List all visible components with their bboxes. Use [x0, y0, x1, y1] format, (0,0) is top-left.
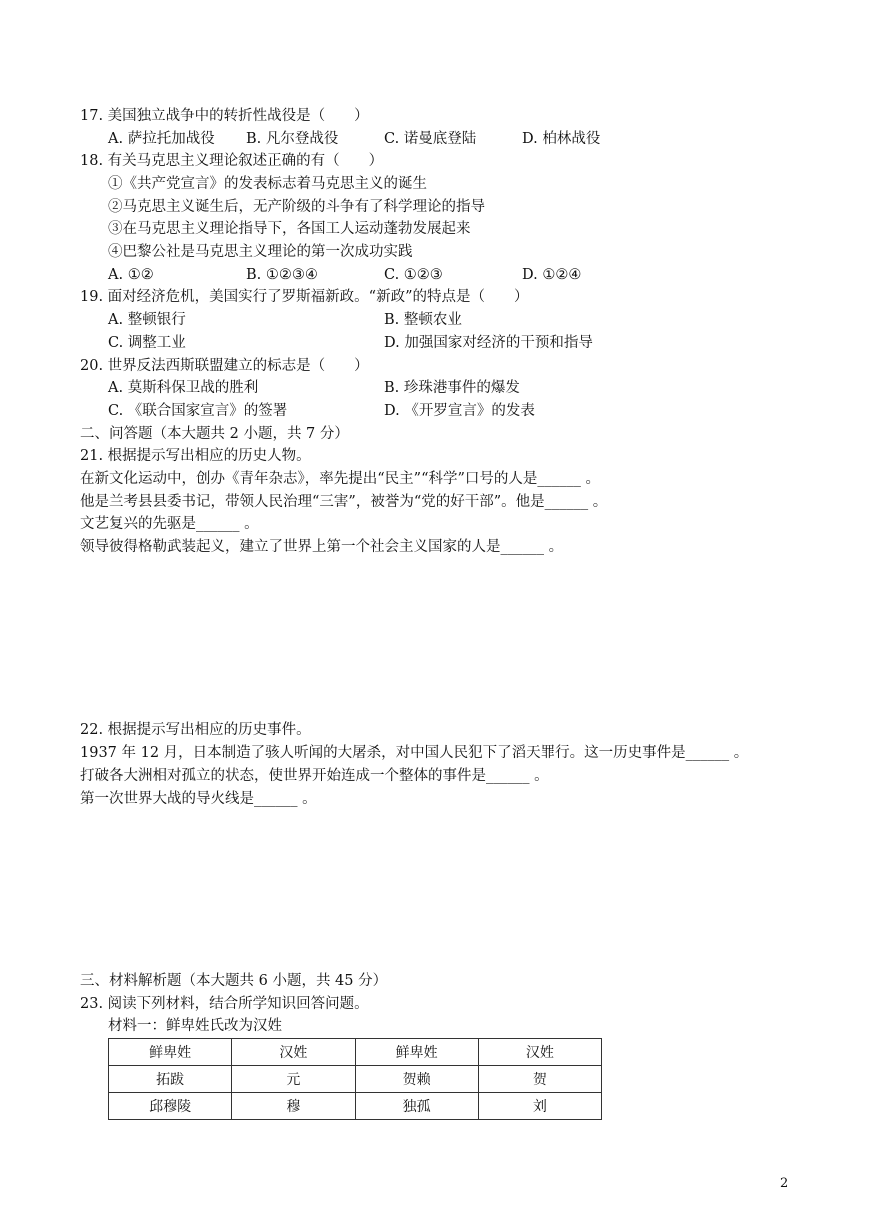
table-cell: 元 [232, 1066, 355, 1093]
q17-stem: 17. 美国独立战争中的转折性战役是（ ） [80, 108, 369, 124]
q18-option-b: B. ①②③④ [246, 267, 318, 283]
q21-line-3: 文艺复兴的先驱是______ 。 [80, 516, 259, 532]
q19-option-a: A. 整顿银行 [108, 312, 186, 328]
table-row [109, 1066, 602, 1093]
table-header-row [109, 1039, 602, 1066]
q18-statement-4: ④巴黎公社是马克思主义理论的第一次成功实践 [108, 244, 413, 260]
q18-option-c: C. ①②③ [384, 267, 443, 283]
q17-option-d: D. 柏林战役 [522, 131, 601, 147]
q22-line-3: 第一次世界大战的导火线是______ 。 [80, 791, 317, 807]
q23-material-title: 材料一：鲜卑姓氏改为汉姓 [108, 1018, 282, 1034]
section-3-heading: 三、材料解析题（本大题共 6 小题，共 45 分） [80, 973, 388, 989]
table-row [109, 1093, 602, 1120]
q22-line-1: 1937 年 12 月，日本制造了骇人听闻的大屠杀，对中国人民犯下了滔天罪行。这一历史事件是______ 。 [80, 745, 749, 761]
q19-option-b: B. 整顿农业 [384, 312, 462, 328]
q21-line-1: 在新文化运动中，创办《青年杂志》，率先提出“民主”“科学”口号的人是______ 。 [80, 471, 601, 487]
q18-statement-3: ③在马克思主义理论指导下，各国工人运动蓬勃发展起来 [108, 221, 471, 237]
q20-option-d: D. 《开罗宣言》的发表 [384, 403, 535, 419]
table-cell: 邱穆陵 [109, 1093, 232, 1120]
q18-statement-2: ②马克思主义诞生后，无产阶级的斗争有了科学理论的指导 [108, 199, 485, 215]
q19-option-d: D. 加强国家对经济的干预和指导 [384, 335, 593, 351]
q21-stem: 21. 根据提示写出相应的历史人物。 [80, 448, 311, 464]
q22-stem: 22. 根据提示写出相应的历史事件。 [80, 722, 311, 738]
page-number: 2 [780, 1176, 789, 1191]
q18-stem: 18. 有关马克思主义理论叙述正确的有（ ） [80, 153, 384, 169]
q21-line-4: 领导彼得格勒武装起义，建立了世界上第一个社会主义国家的人是______ 。 [80, 539, 564, 555]
q17-option-b: B. 凡尔登战役 [246, 131, 339, 147]
table-cell: 贺赖 [355, 1066, 478, 1093]
table-header-cell: 汉姓 [232, 1039, 355, 1066]
q18-option-a: A. ①② [108, 267, 154, 283]
q19-option-c: C. 调整工业 [108, 335, 186, 351]
q20-option-b: B. 珍珠港事件的爆发 [384, 380, 520, 396]
q17-option-c: C. 诺曼底登陆 [384, 131, 477, 147]
q20-option-c: C. 《联合国家宣言》的签署 [108, 403, 288, 419]
table-header-cell: 鲜卑姓 [355, 1039, 478, 1066]
section-2-heading: 二、问答题（本大题共 2 小题，共 7 分） [80, 426, 349, 442]
table-cell: 贺 [478, 1066, 601, 1093]
table-cell: 刘 [478, 1093, 601, 1120]
surname-table [108, 1038, 602, 1120]
q21-line-2: 他是兰考县县委书记，带领人民治理“三害”，被誉为“党的好干部”。他是______ 。 [80, 494, 608, 510]
q18-option-d: D. ①②④ [522, 267, 582, 283]
q20-stem: 20. 世界反法西斯联盟建立的标志是（ ） [80, 358, 369, 374]
q20-option-a: A. 莫斯科保卫战的胜利 [108, 380, 259, 396]
q22-line-2: 打破各大洲相对孤立的状态，使世界开始连成一个整体的事件是______ 。 [80, 768, 549, 784]
q23-stem: 23. 阅读下列材料，结合所学知识回答问题。 [80, 996, 369, 1012]
table-cell: 穆 [232, 1093, 355, 1120]
table-cell: 拓跋 [109, 1066, 232, 1093]
table-header-cell: 鲜卑姓 [109, 1039, 232, 1066]
q17-option-a: A. 萨拉托加战役 [108, 131, 215, 147]
q19-stem: 19. 面对经济危机，美国实行了罗斯福新政。“新政”的特点是（ ） [80, 289, 529, 305]
table-header-cell: 汉姓 [478, 1039, 601, 1066]
q18-statement-1: ①《共产党宣言》的发表标志着马克思主义的诞生 [108, 176, 427, 192]
table-cell: 独孤 [355, 1093, 478, 1120]
